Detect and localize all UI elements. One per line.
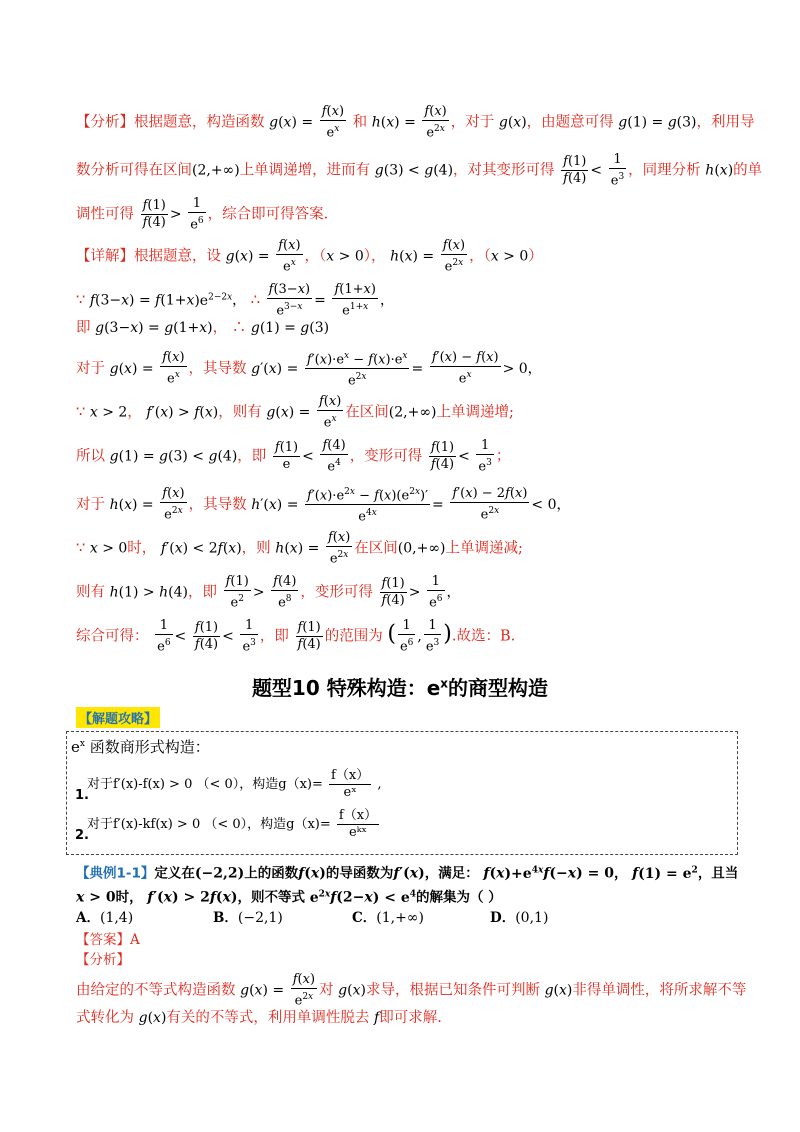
example-analysis-line-1: 由给定的不等式构造函数 g(x) = $\frac{f(x)}{e^{2x}}$ 对 g(x)求导，根据已知条件可判断 g(x)非得单调性，将所求解不等 [76,972,747,1009]
detail-line-9: 则有 h(1) > h(4)，即 $\frac{f(1)}{e^2}$ > $\frac{f(4)}{e^8}$ ，变形可得 $\frac{f(1)}{f(4)}$ > $\frac{1}{e^6}$ ， [76,574,461,611]
strategy-heading: $e^x$ 函数商形式构造： [71,738,210,756]
detail-line-8: ∵ x > 0时， f′(x) < 2f(x)，则 h(x) = $\frac{f(x)}{e^{2x}}$ 在区间(0,+∞)上单调递减; [76,530,523,567]
answer-line: 【答案】A [76,932,140,948]
example-analysis-line-2: 式转化为 g(x)有关的不等式，利用单调性脱去 f即可求解. [76,1010,442,1026]
option-b[interactable]: B．(−2,1) [213,910,283,926]
option-a[interactable]: A．(1,4) [76,910,134,926]
detail-line-10: 综合可得： $\frac{1}{e^6}$ < $\frac{f(1)}{f(4)}$ < $\frac{1}{e^3}$ ，即 $\frac{f(1)}{f(4)}$ 的范围为 ( $\frac{1}{e^6}$ , $\frac{1}{e^3}$ ).故选：B. [76,618,516,655]
option-c[interactable]: C．(1,+∞) [352,910,424,926]
analysis-line-3: 调性可得 $\frac{f(1)}{f(4)}$ > $\frac{1}{e^6}$ ，综合即可得答案. [76,196,329,233]
strategy-item-1-number: 1. [75,788,89,803]
option-d[interactable]: D．(0,1) [490,910,549,926]
example-line-2: x > 0时， f′(x) > 2f(x)，则不等式 $e^{2x}f(2-x) < e^4$的解集为（ ） [76,889,502,906]
strategy-item-2-number: 2. [75,828,89,843]
detail-line-5: ∵ x > 2， f′(x) > f(x)，则有 g(x) = $\frac{f(x)}{e^x}$ 在区间(2,+∞)上单调递增; [76,394,514,431]
example-analysis-label: 【分析】 [76,952,130,968]
section-title: 题型10 特殊构造：$e^x$的商型构造 [251,676,549,700]
strategy-tag: 【解题攻略】 [76,707,160,728]
detail-line-6: 所以 g(1) = g(3) < g(4)，即 $\frac{f(1)}{e}$ < $\frac{f(4)}{e^4}$ ，变形可得 $\frac{f(1)}{f(4)}$ < $\frac{1}{e^3}$ ； [76,438,511,475]
detail-line-1: 【详解】根据题意，设 g(x) = $\frac{f(x)}{e^x}$ ，（x > 0）， h(x) = $\frac{f(x)}{e^{2x}}$ ，（x > 0） [76,238,543,275]
detail-line-7: 对于 h(x) = $\frac{f(x)}{e^{2x}}$ ，其导数 h′(x) = $\frac{f'(x)\cdot e^{2x} - f(x)(e^{2x})'}{e^{4x}}$ = $\frac{f'(x) - 2f(x)}{e^{2x}}$ < 0， [76,484,740,526]
detail-line-3: 即 g(3−x) = g(1+x)， ∴ g(1) = g(3) [76,320,330,336]
analysis-line-2: 数分析可得在区间(2,+∞)上单调递增，进而有 g(3) < g(4)，对其变形可得 $\frac{f(1)}{f(4)}$ < $\frac{1}{e^3}$ ，同理分析 h(x)的单 [76,152,763,189]
example-line-1: 【典例1-1】定义在(−2,2)上的函数f(x)的导函数为f′(x)，满足： $f(x)+e^{4x}f(-x) = 0$， $f(1) = e^2$，且当 [76,865,739,882]
analysis-line-1: 【分析】根据题意，构造函数 g(x) = $\frac{f(x)}{e^x}$ 和 h(x) = $\frac{f(x)}{e^{2x}}$ ，对于 g(x)，由题意可得 g(1) = g(3)，利用导 [76,104,755,141]
strategy-box [66,731,738,855]
detail-line-2: ∵ $f(3-x) = f(1+x)e^{2-2x}$， ∴ $\frac{f(3-x)}{e^{3-x}}$ = $\frac{f(1+x)}{e^{1+x}}$ ， [76,282,394,319]
strategy-item-1: 对于f′(x)-f(x) > 0 （< 0），构造g（x)= $\frac{f(x)}{\text{eˣ}}$ , [87,768,382,800]
detail-line-4: 对于 g(x) = $\frac{f(x)}{e^x}$ ，其导数 g′(x) = $\frac{f'(x)\cdot e^x - f(x)\cdot e^x}{e^{2x}}$ = $\frac{f'(x) - f(x)}{e^x}$ > 0， [76,348,740,390]
strategy-item-2: 对于f′(x)-kf(x) > 0 （< 0），构造g（x)= $\frac{f(x)}{\text{eᵏˣ}}$ [87,808,378,840]
